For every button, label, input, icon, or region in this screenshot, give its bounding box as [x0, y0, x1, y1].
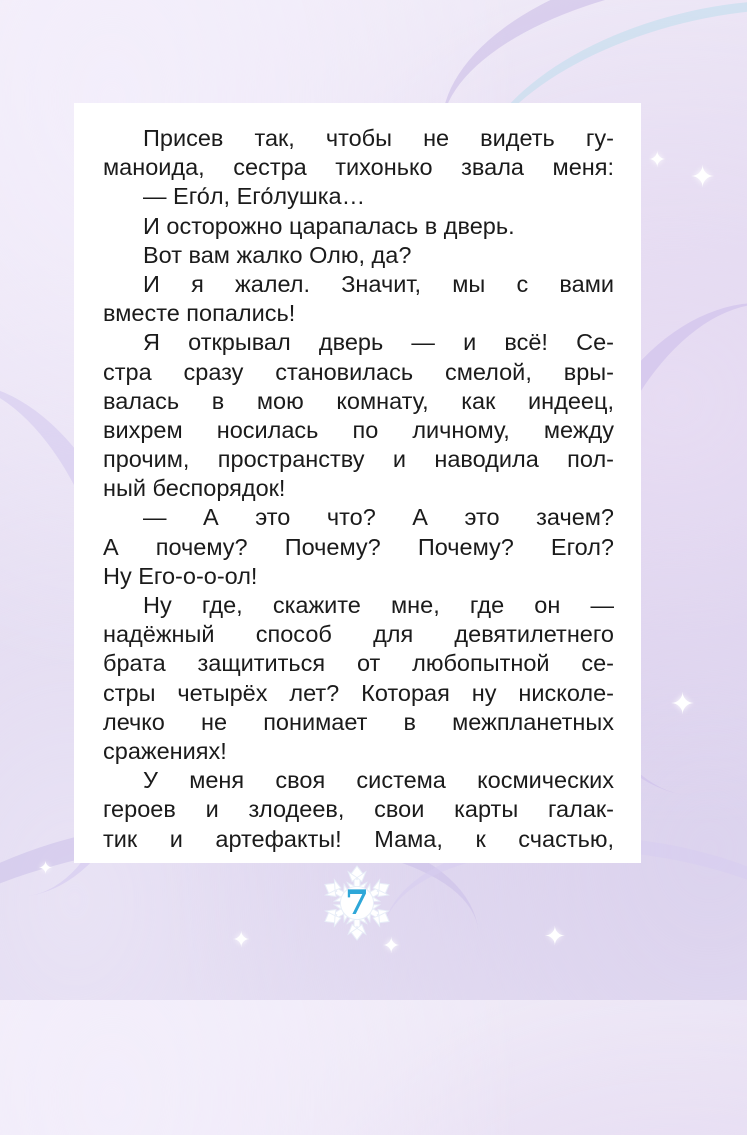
text-line: лечко не понимает в межпланетных — [103, 708, 614, 735]
text-line: — Его́л, Его́лушка… — [143, 183, 366, 210]
page-number: 7 — [345, 883, 369, 923]
sparkle-icon: ✦ — [648, 148, 667, 173]
sparkle-icon: ✦ — [544, 922, 566, 952]
sparkle-icon: ✦ — [690, 160, 716, 195]
sparkle-icon: ✦ — [232, 928, 251, 953]
sparkle-icon: ✦ — [38, 858, 54, 879]
text-line: ный беспорядок! — [103, 475, 286, 502]
text-line: У меня своя система космических — [143, 767, 614, 794]
text-line: маноида, сестра тихонько звала меня: — [103, 154, 614, 181]
sparkle-icon: ✦ — [382, 934, 401, 959]
text-line: тик и артефакты! Мама, к счастью, — [103, 825, 614, 852]
text-line: А почему? Почему? Почему? Егол? — [103, 533, 614, 560]
text-line: прочим, пространству и наводила пол- — [103, 446, 614, 473]
text-line: — А это что? А это зачем? — [143, 504, 614, 531]
sparkle-icon: ✦ — [670, 687, 696, 722]
text-line: валась в мою комнату, как индеец, — [103, 387, 614, 414]
text-line: надёжный способ для девятилетнего — [103, 621, 614, 648]
text-line: И осторожно царапалась в дверь. — [143, 212, 515, 239]
text-line: стра сразу становилась смелой, вры- — [103, 358, 614, 385]
text-line: сражениях! — [103, 737, 227, 764]
text-line: Ну Его-о-о-ол! — [103, 562, 258, 589]
text-line: стры четырёх лет? Которая ну нисколе- — [103, 679, 614, 706]
story-text — [103, 124, 614, 854]
text-line: Я открывал дверь — и всё! Се- — [143, 329, 614, 356]
text-line: Присев так, чтобы не видеть гу- — [143, 125, 614, 151]
text-line: брата защититься от любопытной се- — [103, 650, 614, 677]
text-line: вместе попались! — [103, 300, 296, 327]
text-line: Вот вам жалко Олю, да? — [143, 241, 412, 268]
text-line: И я жалел. Значит, мы с вами — [143, 270, 614, 297]
text-line: вихрем носилась по личному, между — [103, 416, 614, 443]
text-line: Ну где, скажите мне, где он — — [143, 592, 614, 618]
text-line: героев и злодеев, свои карты галак- — [103, 796, 614, 823]
